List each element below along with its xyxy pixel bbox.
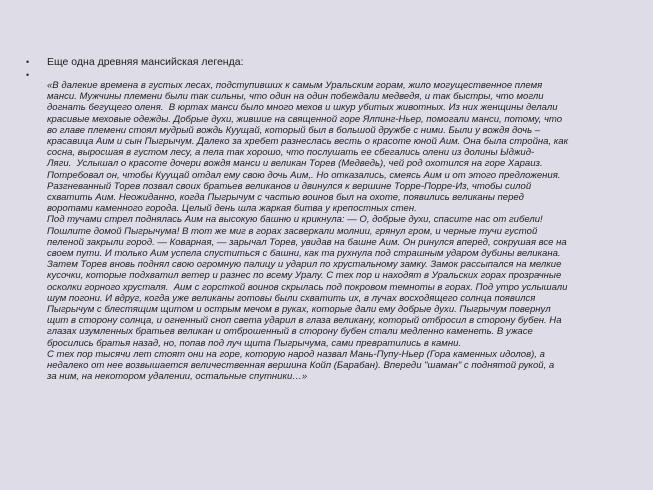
legend-line: Затем Торев вновь поднял свою огромную палицу и ударил по хрустальному замку. Замок рассыпался на мелкие bbox=[47, 259, 562, 271]
bullet-dot-icon: • bbox=[26, 70, 30, 80]
legend-line: манси. Мужчины племени были так сильны, что один на один побеждали медведя, и так быстры, что могли bbox=[47, 91, 544, 103]
legend-text-block bbox=[47, 80, 632, 382]
legend-line: Пошлите домой Пыгрычума! В тот же миг в горах засверкали молнии, грянул гром, и черные тучи густой bbox=[47, 225, 538, 237]
legend-line: воротами каменного города. Целый день шла жаркая битва у крепостных стен. bbox=[47, 203, 417, 215]
legend-line: Разгневанный Торев позвал своих братьев великанов и двинулся к вершине Торре-Порре-Из, чтобы силой bbox=[47, 180, 532, 192]
legend-line: пеленой закрыли город. — Коварная, — зарычал Торев, увидав на башне Аим. Он ринулся вперед, сокрушая все на bbox=[47, 236, 567, 248]
legend-line: во главе племени стоял мудрый вождь Куущай, который был в большой дружбе с ними. Были у вождя дочь – bbox=[47, 124, 541, 136]
legend-line: Под тучами стрел поднялась Аим на высокую башню и крикнула: — О, добрые духи, спасите нас от гибели! bbox=[47, 214, 543, 226]
legend-line: за ним, на некотором удалении, остальные спутники…» bbox=[47, 371, 308, 383]
legend-line: Ляги. Услышал о красоте дочери вождя манси и великан Торев (Медведь), чей род охотился на горе Хараиз. bbox=[47, 158, 543, 170]
legend-line: красавица Аим и сын Пыгрычум. Далеко за хребет разнеслась весть о красоте юной Аим. Она была стройна, как bbox=[47, 136, 569, 148]
legend-line: С тех пор тысячи лет стоят они на горе, которую народ назвал Мань-Пупу-Ньер (Гора каменных идолов), а bbox=[47, 348, 545, 360]
legend-line: глазах изумленных братьев великан и отброшенный в сторону бубен стали медленно каменеть. В ужасе bbox=[47, 326, 533, 338]
legend-line: схватить Аим. Неожиданно, когда Пыгрычум с частью воинов был на охоте, появились великаны перед bbox=[47, 192, 524, 204]
legend-line: недалеко от нее возвышается величественная вершина Койп (Барабан). Впереди "шаман" с поднятой рукой, а bbox=[47, 360, 555, 372]
legend-line: бросились братья назад, но, попав под луч щита Пыгрычума, сами превратились в камни. bbox=[47, 337, 462, 349]
legend-line: своем пути. И только Аим успела спуститься с башни, как та рухнула под страшным ударом дубины великана. bbox=[47, 248, 561, 260]
legend-line: красивые меховые одежды. Добрые духи, жившие на священной горе Ялпинг-Ньер, помогали манси, потому, что bbox=[47, 113, 563, 125]
legend-line: Потребовал он, чтобы Куущай отдал ему свою дочь Аим,. Но отказались, смеясь Аим и от этого предложения. bbox=[47, 169, 561, 181]
legend-line: щит в сторону солнца, и огненный сноп света ударил в глаза великану, который отбросил в сторону бубен. На bbox=[47, 315, 562, 327]
legend-line: сосна, выросшая в густом лесу, а пела так хорошо, что послушать ее сбегались олени из долины Ыджид- bbox=[47, 147, 535, 159]
legend-line: Пыгрычум с блестящим щитом и острым мечом в руках, которые дали ему добрые духи. Пыгрычум повернул bbox=[47, 304, 551, 316]
bullet-item-intro bbox=[26, 56, 244, 68]
legend-line: догнать бегущего оленя. В юртах манси было много мехов и шкур убитых животных. Из них женщины делали bbox=[47, 102, 558, 114]
intro-text: Еще одна древняя мансийская легенда: bbox=[47, 56, 244, 68]
bullet-item-legend bbox=[26, 69, 47, 81]
bullet-dot-icon: • bbox=[26, 57, 30, 67]
legend-line: шум погони. И вдруг, когда уже великаны готовы были схватить их, в лучах восходящего солнца появился bbox=[47, 292, 536, 304]
legend-line: кусочки, которые подхватил ветер и разнес по всему Уралу. С тех пор и находят в Уральских горах прозрачные bbox=[47, 270, 562, 282]
legend-line: «В далекие времена в густых лесах, подступивших к самым Уральским горам, жило могущественное племя bbox=[47, 80, 543, 91]
legend-line: осколки горного хрусталя. Аим с горсткой воинов скрылась под покровом темноты в горах. Под утро услышали bbox=[47, 281, 568, 293]
